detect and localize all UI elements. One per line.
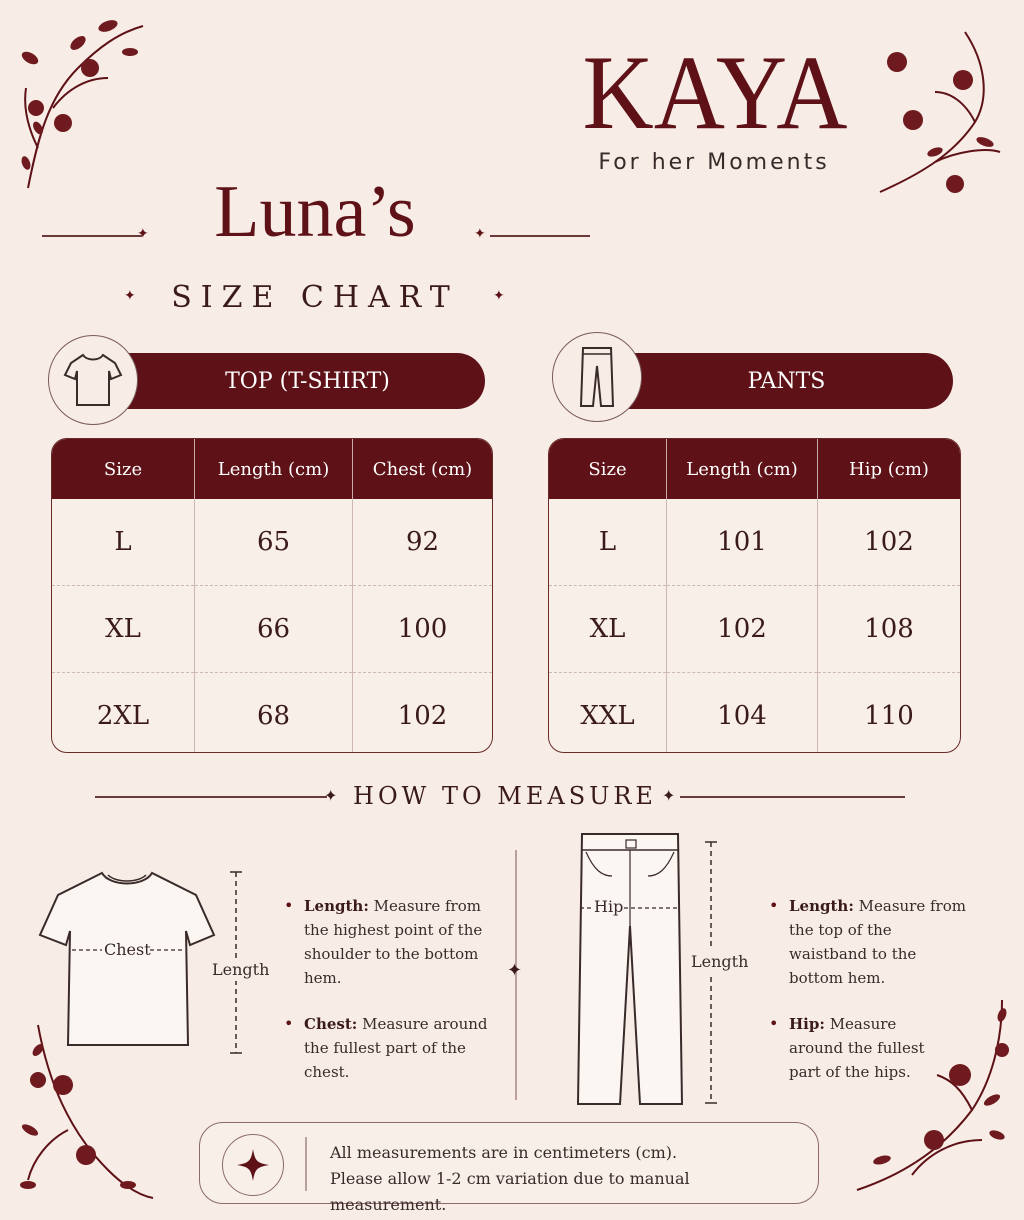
pants-measure-diagram (572, 830, 688, 1108)
sparkle-icon: ✦ (124, 288, 136, 304)
shirt-measure-notes (282, 894, 500, 1106)
table-cell: L (598, 527, 617, 557)
table-header-row (52, 439, 492, 499)
floral-ornament-icon (8, 8, 148, 193)
brand-logo (580, 30, 850, 140)
shirt-measure-diagram (36, 865, 218, 1055)
table-row (52, 586, 492, 673)
tshirt-icon (48, 335, 138, 425)
table-cell: 68 (195, 673, 353, 754)
note-text: Measure around the fullest part of the hips. (789, 1015, 925, 1081)
pants-section-heading (600, 353, 953, 409)
sparkle-icon (222, 1134, 284, 1196)
pants-measure-notes (767, 894, 967, 1106)
table-row (549, 499, 960, 586)
top-heading-label: TOP (T-SHIRT) (225, 368, 390, 394)
list-item (282, 894, 500, 990)
table-row (549, 673, 960, 754)
column-header: Chest (cm) (353, 439, 493, 499)
pants-heading-label: PANTS (747, 368, 826, 394)
title-divider-left (42, 235, 142, 237)
pants-size-table (548, 438, 961, 753)
column-header: Length (cm) (667, 439, 818, 499)
table-header-row (549, 439, 960, 499)
table-cell: XXL (549, 673, 667, 754)
table-cell: XL (549, 586, 667, 673)
note-term: Length: (789, 897, 854, 915)
table-cell: 102 (818, 499, 961, 586)
column-header: Hip (cm) (818, 439, 961, 499)
pants-length-label: Length (691, 952, 749, 971)
section-divider-left (95, 796, 327, 798)
list-item (767, 894, 967, 990)
note-line: Please allow 1-2 cm variation due to manual measurement. (330, 1169, 690, 1214)
table-cell: 104 (667, 673, 818, 754)
table-cell: 110 (818, 673, 961, 754)
note-text: Measure from the highest point of the shoulder to the bottom hem. (304, 897, 483, 987)
sparkle-icon: ✦ (137, 226, 149, 242)
top-size-table (51, 438, 493, 753)
sparkle-icon: ✦ (493, 288, 505, 304)
table-cell: XL (52, 586, 195, 673)
note-text: Measure from the top of the waistband to the bottom hem. (789, 897, 966, 987)
table-cell: 92 (353, 499, 493, 586)
table-row (52, 673, 492, 754)
sparkle-icon: ✦ (662, 786, 676, 805)
column-header: Size (549, 439, 667, 499)
svg-text:KAYA: KAYA (582, 34, 848, 140)
note-term: Length: (304, 897, 369, 915)
column-header: Size (52, 439, 195, 499)
table-cell: 100 (353, 586, 493, 673)
floral-ornament-icon (875, 12, 1005, 197)
table-cell: 2XL (52, 673, 195, 754)
table-cell: 108 (818, 586, 961, 673)
table-cell: 66 (195, 586, 353, 673)
hip-label: Hip (594, 897, 624, 916)
how-to-measure-heading: HOW TO MEASURE (353, 782, 657, 810)
table-cell: 102 (353, 673, 493, 754)
brand-tagline: For her Moments (598, 150, 830, 175)
top-section-heading (100, 353, 485, 409)
note-divider (305, 1137, 307, 1191)
title-divider-right (490, 235, 590, 237)
sparkle-icon: ✦ (324, 786, 338, 805)
note-term: Chest: (304, 1015, 358, 1033)
section-divider-right (680, 796, 905, 798)
note-line: All measurements are in centimeters (cm). (330, 1143, 678, 1162)
measurement-note-text (330, 1140, 810, 1218)
pants-icon (552, 332, 642, 422)
table-cell: 101 (667, 499, 818, 586)
chest-label: Chest (104, 940, 151, 959)
note-text: Measure around the fullest part of the chest. (304, 1015, 488, 1081)
page-title: Luna’s (214, 171, 416, 253)
table-cell: L (114, 527, 132, 557)
table-row (549, 586, 960, 673)
table-cell: 102 (667, 586, 818, 673)
column-header: Length (cm) (195, 439, 353, 499)
page-subtitle: SIZE CHART (171, 280, 459, 315)
note-term: Hip: (789, 1015, 825, 1033)
sparkle-icon: ✦ (507, 960, 523, 981)
shirt-length-label: Length (212, 960, 270, 979)
table-cell: 65 (195, 499, 353, 586)
table-row (52, 499, 492, 586)
list-item (282, 1012, 500, 1084)
sparkle-icon: ✦ (474, 226, 486, 242)
list-item (767, 1012, 929, 1084)
